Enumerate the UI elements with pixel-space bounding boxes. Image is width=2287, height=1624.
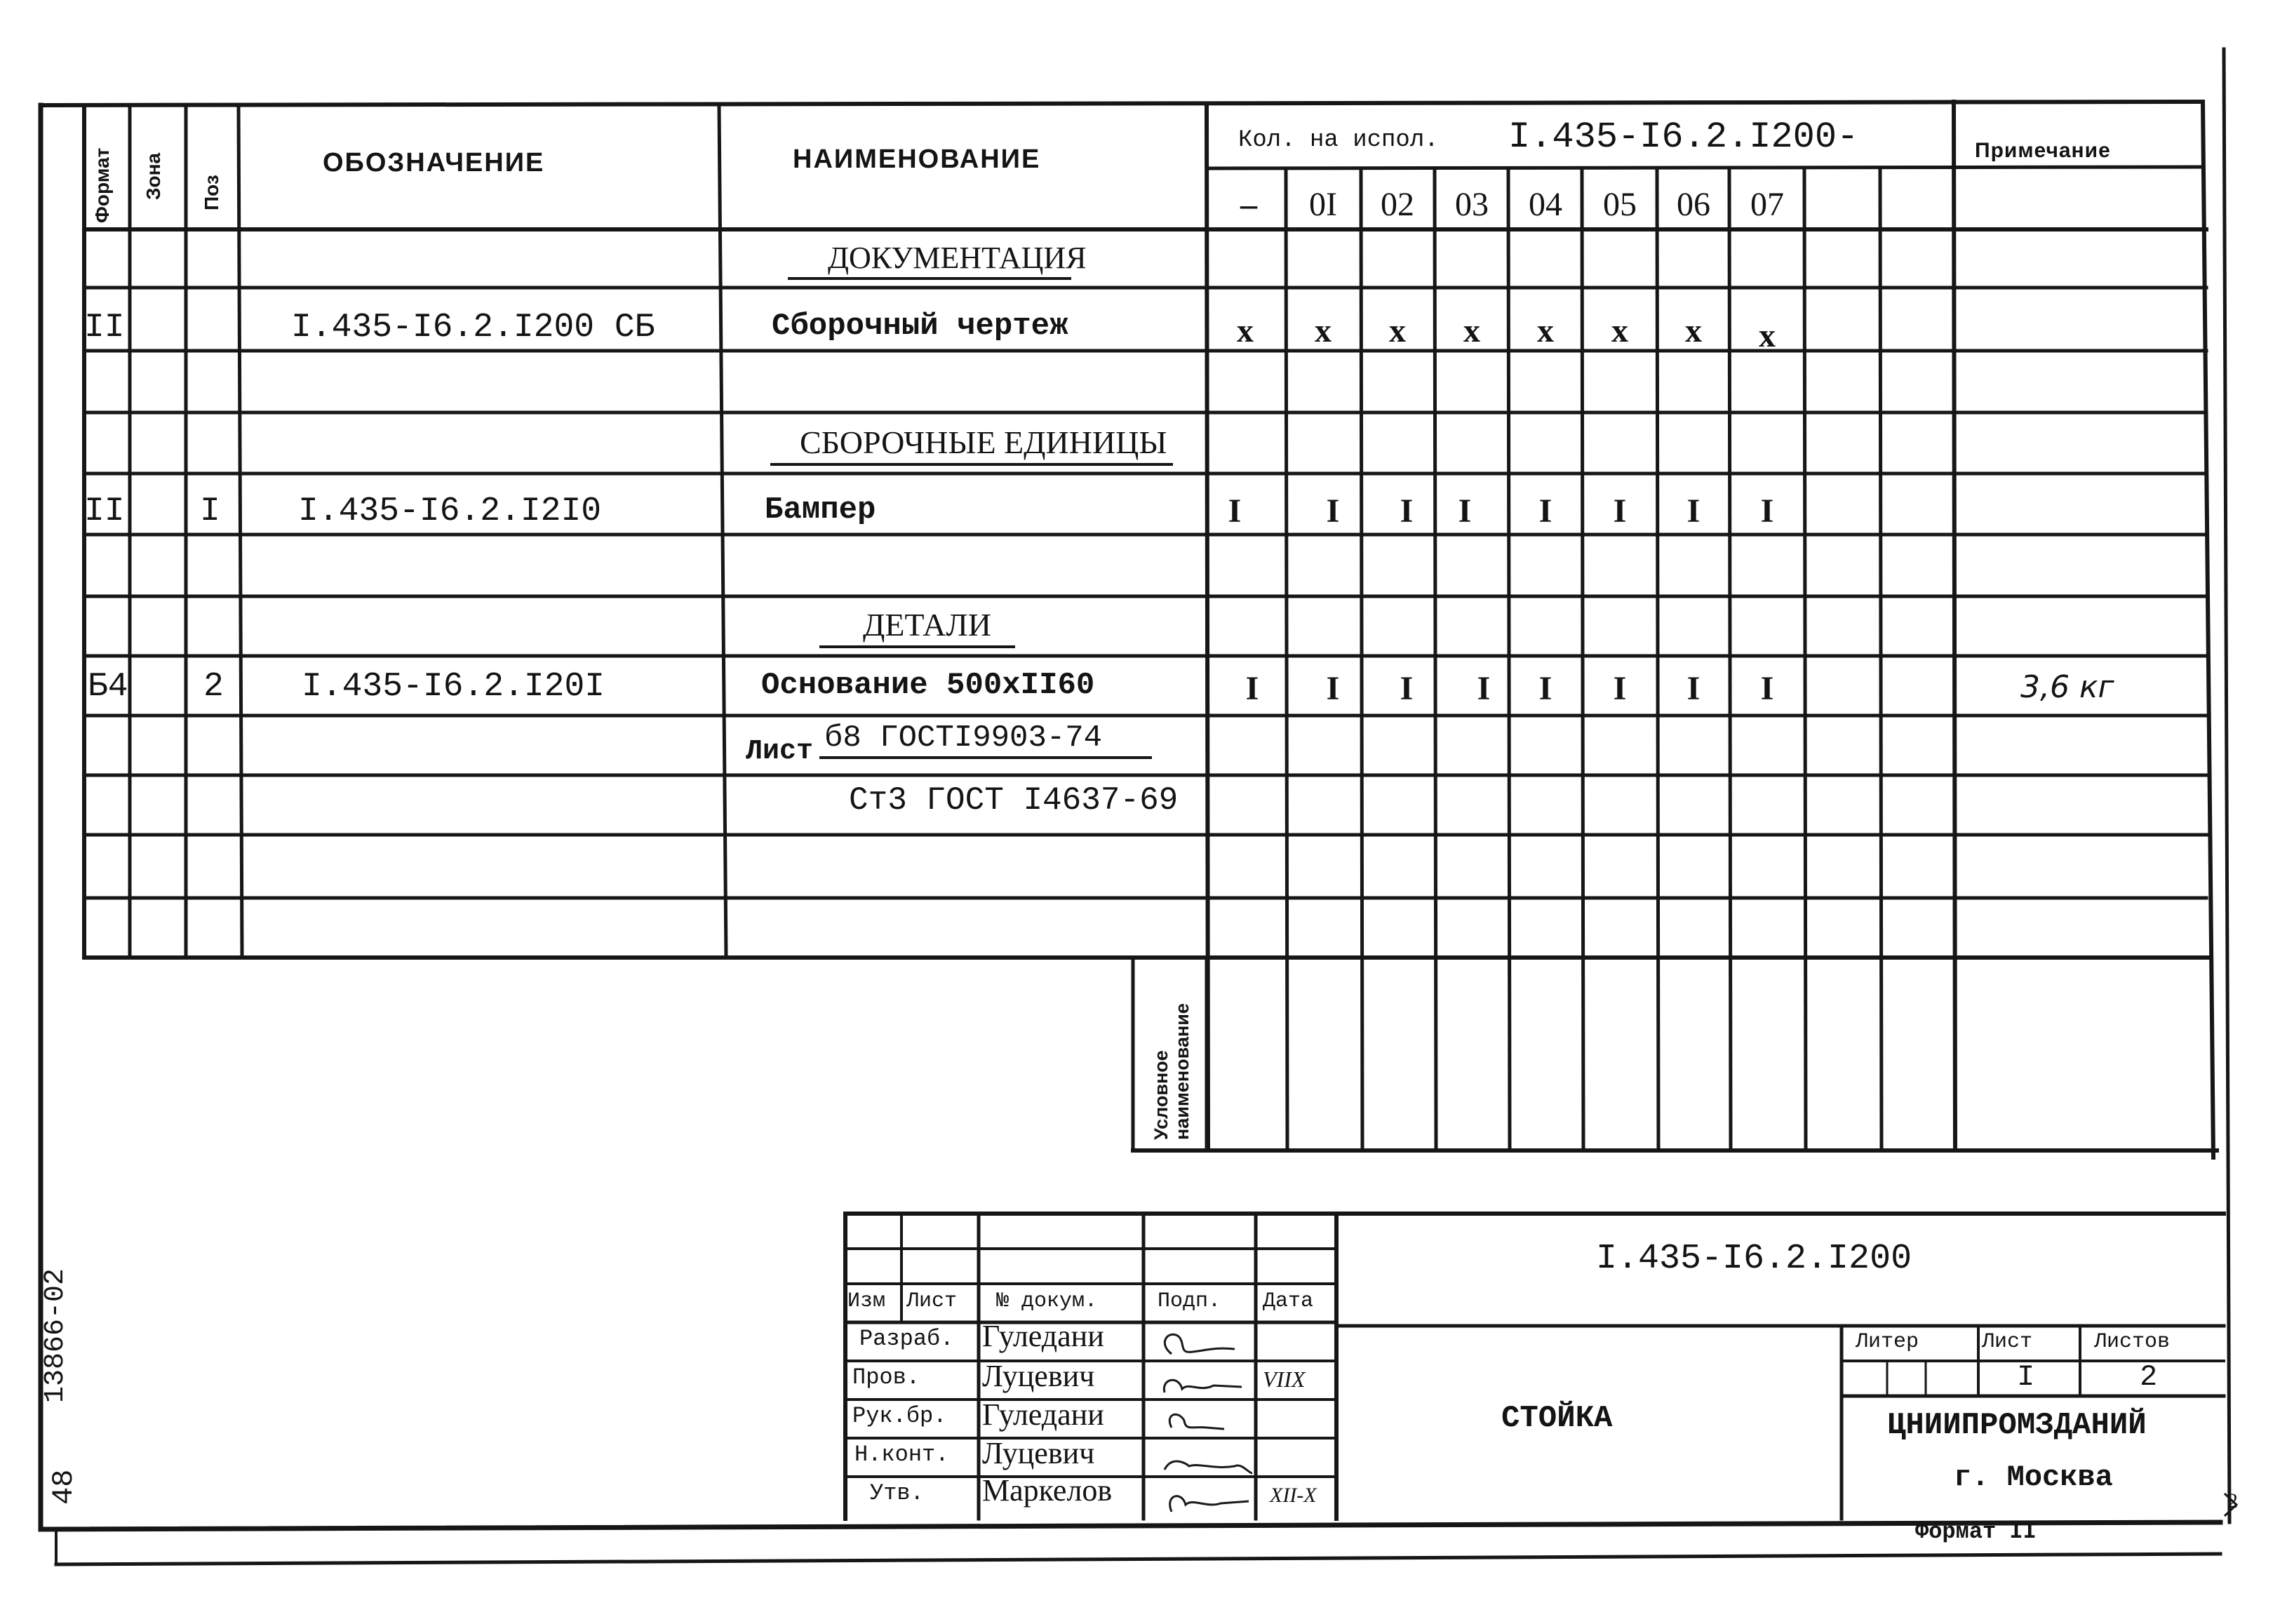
role-checker: Пров. — [852, 1364, 920, 1390]
variant-header: 04 — [1529, 186, 1562, 223]
sheet-column-header: Лист — [906, 1289, 958, 1313]
row-qty: I — [1400, 492, 1414, 530]
document-number-header: № докум. — [996, 1289, 1098, 1313]
variant-header: – — [1240, 186, 1257, 223]
variant-header: 06 — [1677, 186, 1710, 223]
variant-header: 07 — [1750, 186, 1784, 223]
sheet-value: I — [2017, 1360, 2035, 1394]
row-qty: I — [1477, 670, 1491, 707]
corner-mark: 2 — [2227, 1489, 2238, 1512]
person-developer: Гуледани — [982, 1319, 1104, 1353]
format-column-header: Формат — [91, 147, 113, 223]
format-footer: Формат II — [1915, 1519, 2037, 1545]
row-qty: x — [1237, 312, 1254, 349]
row-name: Основание 500хII60 — [761, 668, 1095, 703]
variant-header: 03 — [1455, 186, 1489, 223]
row-designation: I.435-I6.2.I200 СБ — [291, 309, 655, 347]
organization-name: ЦНИИПРОМЗДАНИЙ — [1887, 1408, 2147, 1443]
variant-header: 05 — [1603, 186, 1637, 223]
signature-column-header: Подп. — [1158, 1289, 1221, 1313]
row-qty: I — [1228, 492, 1242, 530]
title-block-code: I.435-I6.2.I200 — [1596, 1239, 1912, 1279]
row-qty: x — [1463, 312, 1480, 349]
section-documentation: ДОКУМЕНТАЦИЯ — [828, 241, 1087, 275]
row-qty: I — [1760, 670, 1774, 707]
row-qty: I — [1326, 670, 1340, 707]
quantity-header-label: Кол. на испол. — [1238, 127, 1439, 154]
person-norm-control: Луцевич — [982, 1436, 1095, 1470]
row-qty: x — [1537, 312, 1554, 349]
zone-column-header: Зона — [142, 152, 164, 200]
row-format: II — [84, 492, 125, 530]
row-position: 2 — [203, 668, 224, 706]
side-page: 48 — [47, 1469, 81, 1505]
section-parts: ДЕТАЛИ — [863, 607, 991, 643]
date-checker: VIIX — [1263, 1367, 1306, 1392]
row-qty: I — [1760, 492, 1774, 530]
designation-column-header: ОБОЗНАЧЕНИЕ — [323, 148, 545, 177]
row-qty: x — [1315, 312, 1332, 349]
row-qty: I — [1458, 492, 1472, 530]
material-grade: Ст3 ГОСТ I4637-69 — [849, 782, 1179, 819]
row-position: I — [200, 492, 220, 530]
row-qty: I — [1538, 492, 1552, 530]
variant-header: 02 — [1381, 186, 1414, 223]
role-norm-control: Н.конт. — [854, 1442, 949, 1468]
change-column-header: Изм — [847, 1289, 886, 1313]
note-column-header: Примечание — [1975, 139, 2111, 162]
row-qty: I — [1538, 670, 1552, 707]
row-designation: I.435-I6.2.I20I — [302, 668, 605, 706]
side-code: 13866-02 — [40, 1268, 72, 1403]
material-fraction-left: Лист — [746, 736, 814, 767]
row-designation: I.435-I6.2.I2I0 — [298, 492, 602, 530]
sheets-label: Листов — [2094, 1330, 2171, 1354]
variant-header: 0I — [1309, 186, 1337, 223]
role-developer: Разраб. — [859, 1326, 954, 1352]
person-checker: Луцевич — [982, 1359, 1095, 1393]
row-qty: I — [1613, 492, 1627, 530]
conditional-name-label: Условное наименование — [1151, 1003, 1193, 1140]
quantity-header-code: I.435-I6.2.I200- — [1508, 116, 1859, 158]
role-team-lead: Рук.бр. — [852, 1403, 947, 1429]
date-column-header: Дата — [1263, 1289, 1314, 1313]
row-format: Б4 — [88, 668, 128, 706]
row-qty: I — [1613, 670, 1627, 707]
position-column-header: Поз — [201, 175, 222, 210]
row-qty: I — [1326, 492, 1340, 530]
row-name: Сборочный чертеж — [772, 309, 1068, 344]
row-note: 3,6 кг — [2020, 669, 2114, 705]
row-qty: x — [1389, 312, 1406, 349]
row-format: II — [84, 309, 125, 347]
row-qty: I — [1400, 670, 1414, 707]
row-qty: x — [1685, 312, 1702, 349]
name-column-header: НАИМЕНОВАНИЕ — [793, 145, 1041, 174]
sheets-value: 2 — [2140, 1360, 2158, 1394]
organization-city: г. Москва — [1954, 1461, 2113, 1494]
product-name: СТОЙКА — [1501, 1401, 1613, 1436]
row-qty: I — [1245, 670, 1259, 707]
role-approved: Утв. — [870, 1480, 924, 1506]
row-qty: I — [1686, 492, 1701, 530]
person-team-lead: Гуледани — [982, 1397, 1104, 1432]
row-qty: x — [1611, 312, 1628, 349]
row-name: Бампер — [765, 492, 876, 528]
sheet-label: Лист — [1982, 1330, 2033, 1354]
date-approved: XII-X — [1270, 1484, 1317, 1507]
signatures-drawing — [1151, 1322, 1256, 1519]
litera-label: Литер — [1856, 1330, 1919, 1354]
person-approved: Маркелов — [982, 1473, 1113, 1508]
row-qty: x — [1759, 317, 1776, 354]
row-qty: I — [1686, 670, 1701, 707]
section-assemblies: СБОРОЧНЫЕ ЕДИНИЦЫ — [800, 424, 1167, 460]
material-profile: б8 ГОСТI9903-74 — [824, 720, 1103, 756]
